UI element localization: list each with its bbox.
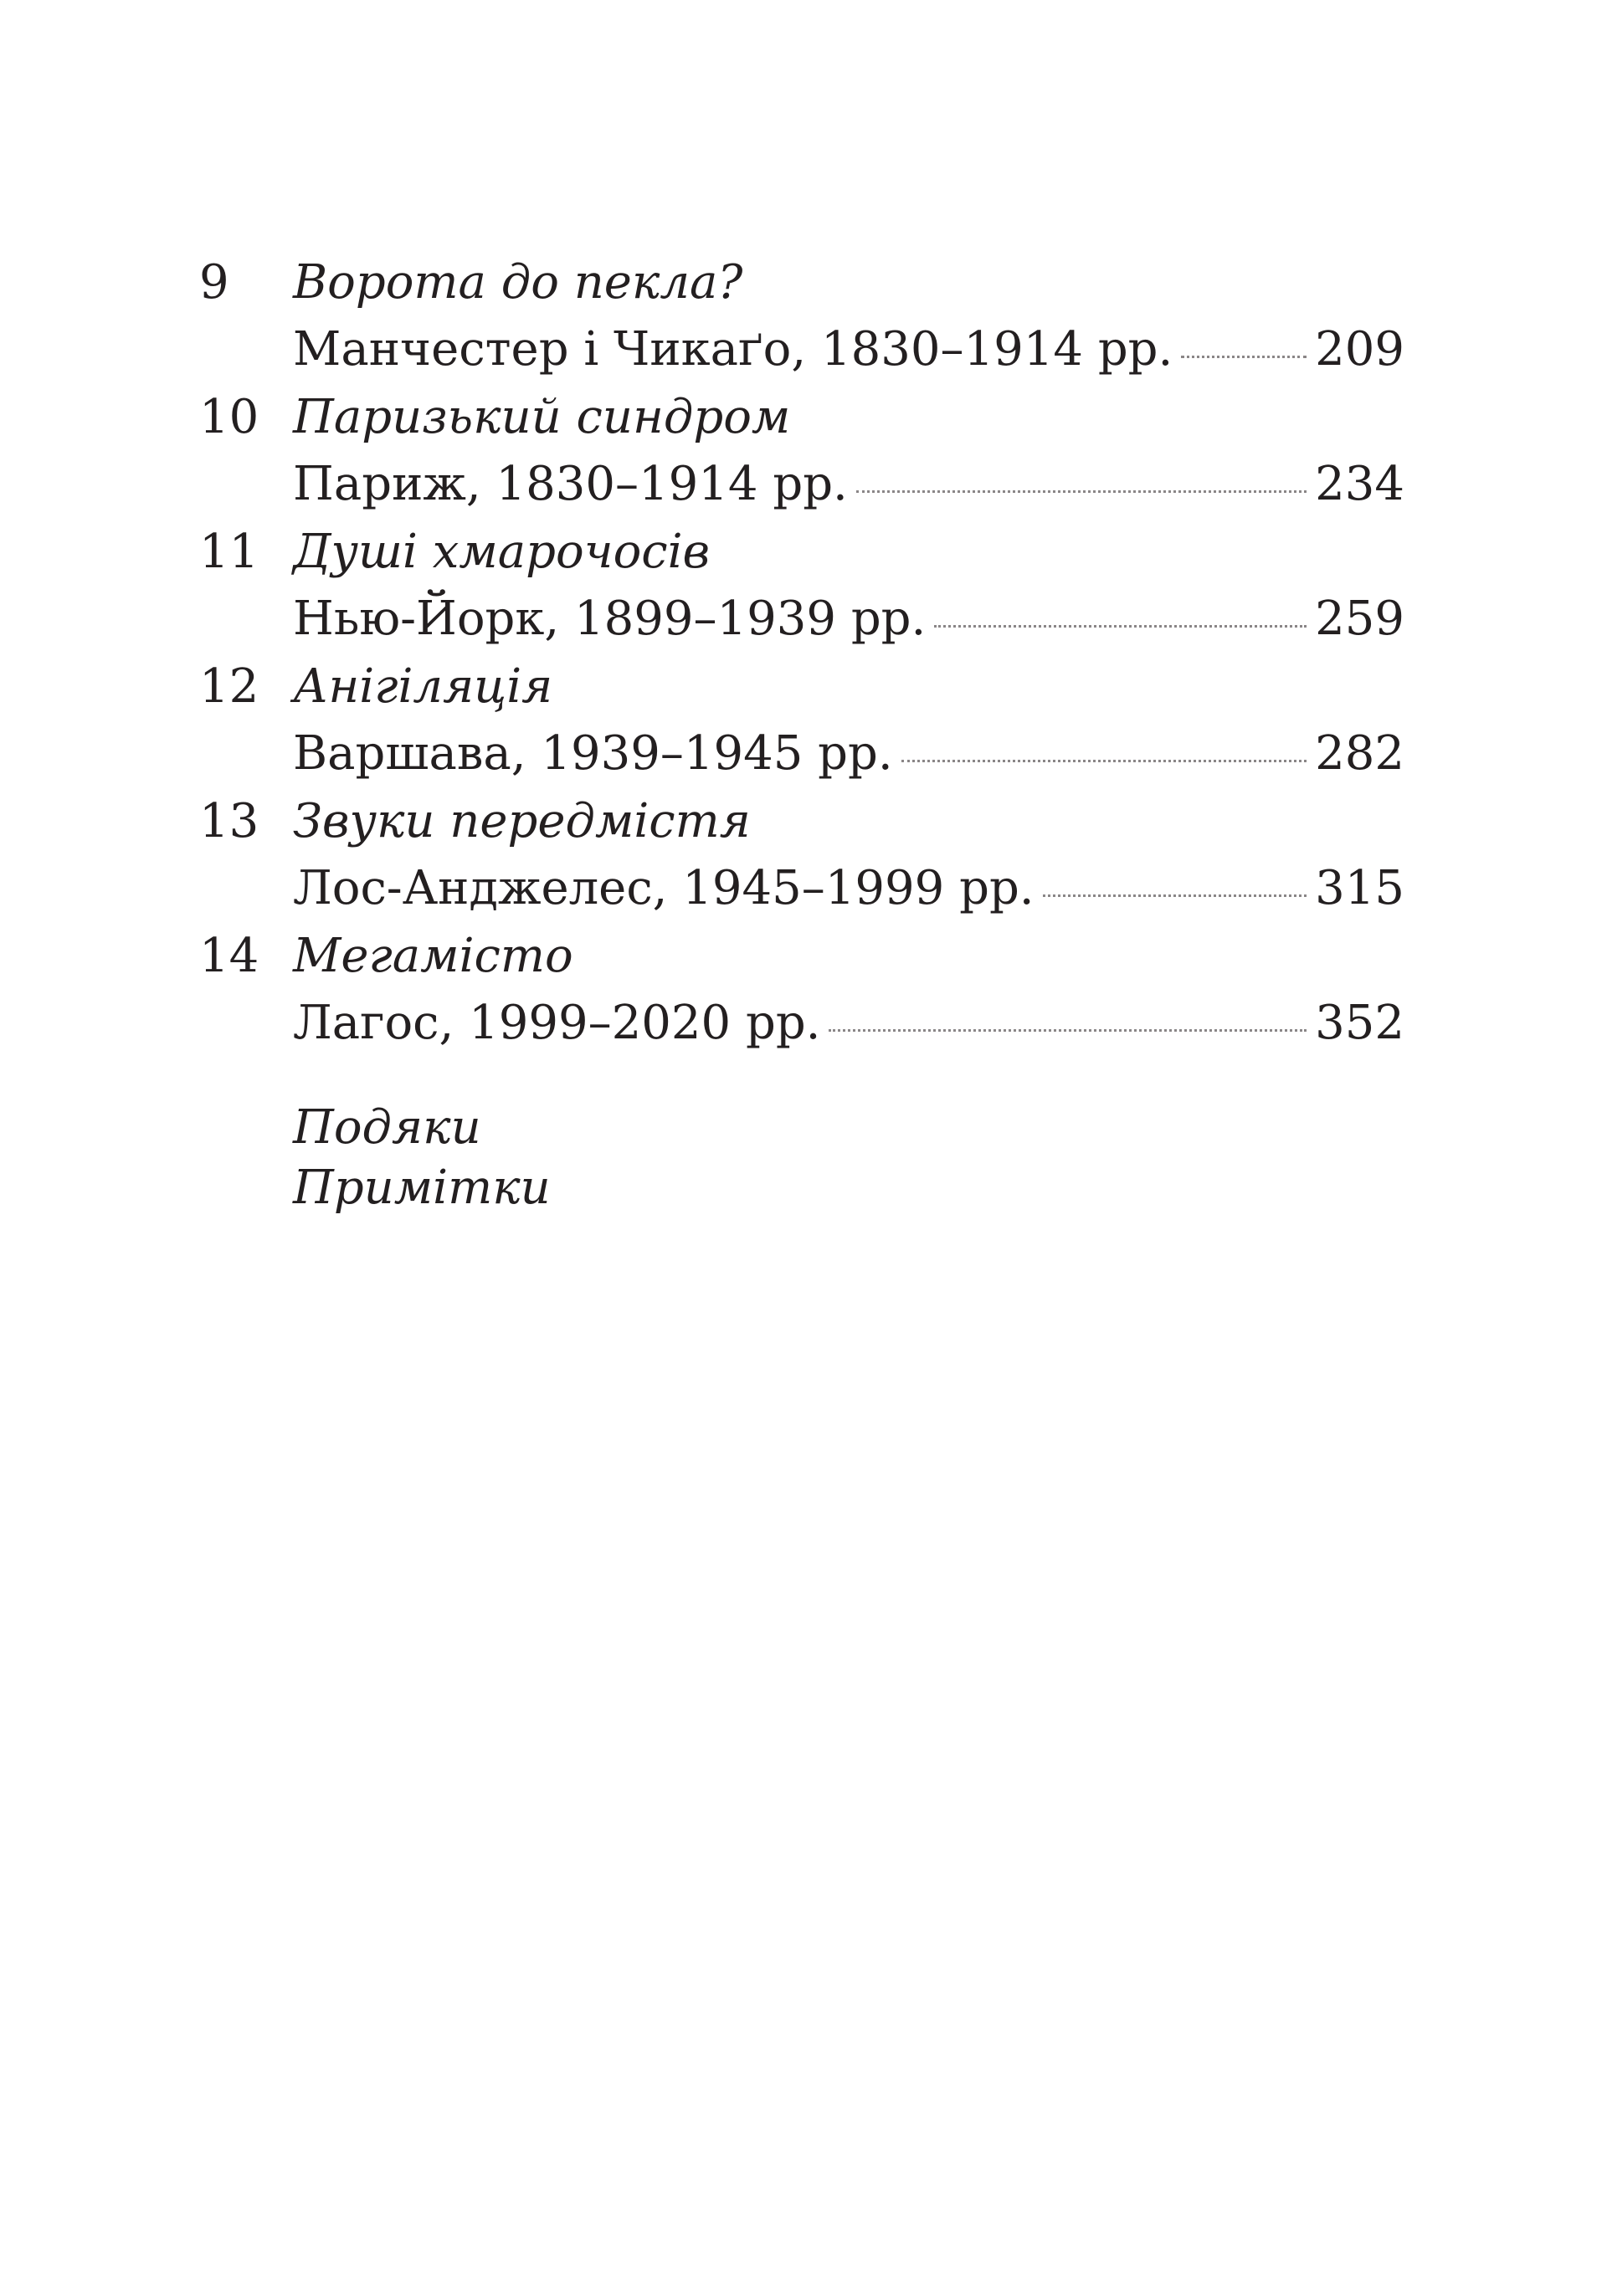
table-of-contents: [199, 249, 1404, 1058]
chapter-title: Душі хмарочосів: [293, 525, 711, 579]
chapter-subtitle-line: [293, 855, 1404, 922]
chapter-subtitle-line: [293, 586, 1404, 653]
dot-leader: [901, 760, 1307, 762]
toc-entry: [199, 653, 1404, 788]
chapter-number: 14: [199, 929, 259, 983]
notes-entry: Примітки: [293, 1161, 551, 1215]
chapter-title: Мегамісто: [293, 929, 573, 983]
toc-entry: [199, 384, 1404, 519]
chapter-place: Манчестер і Чикаґо, 1830–1914 рр.: [293, 322, 1173, 377]
page-number: 209: [1315, 322, 1404, 377]
dot-leader: [934, 625, 1307, 628]
toc-entry: [199, 519, 1404, 653]
chapter-number: 12: [199, 659, 259, 714]
page-number: 352: [1315, 996, 1404, 1050]
acknowledgements-entry: Подяки: [293, 1100, 481, 1155]
chapter-subtitle-line: [293, 316, 1404, 383]
chapter-title: Анігіляція: [293, 659, 553, 714]
dot-leader: [1181, 356, 1307, 358]
page-number: 282: [1315, 726, 1404, 781]
toc-entry: [199, 788, 1404, 923]
page-number: 315: [1315, 861, 1404, 915]
toc-entry: [199, 249, 1404, 384]
chapter-number: 9: [199, 255, 229, 310]
chapter-title: Паризький синдром: [293, 390, 791, 444]
chapter-place: Варшава, 1939–1945 рр.: [293, 726, 893, 781]
chapter-place: Лагос, 1999–2020 рр.: [293, 996, 821, 1050]
toc-entry: [199, 923, 1404, 1058]
dot-leader: [829, 1029, 1307, 1032]
chapter-title: Звуки передмістя: [293, 794, 751, 848]
chapter-place: Лос-Анджелес, 1945–1999 рр.: [293, 861, 1035, 915]
chapter-subtitle-line: [293, 451, 1404, 518]
dot-leader: [1043, 894, 1307, 897]
chapter-number: 10: [199, 390, 259, 444]
chapter-subtitle-line: [293, 720, 1404, 787]
chapter-place: Нью-Йорк, 1899–1939 рр.: [293, 592, 927, 646]
page-number: 234: [1315, 457, 1404, 511]
chapter-number: 13: [199, 794, 259, 848]
chapter-subtitle-line: [293, 990, 1404, 1057]
chapter-number: 11: [199, 525, 259, 579]
dot-leader: [856, 490, 1307, 493]
chapter-place: Париж, 1830–1914 рр.: [293, 457, 848, 511]
chapter-title: Ворота до пекла?: [293, 255, 743, 310]
page-number: 259: [1315, 592, 1404, 646]
